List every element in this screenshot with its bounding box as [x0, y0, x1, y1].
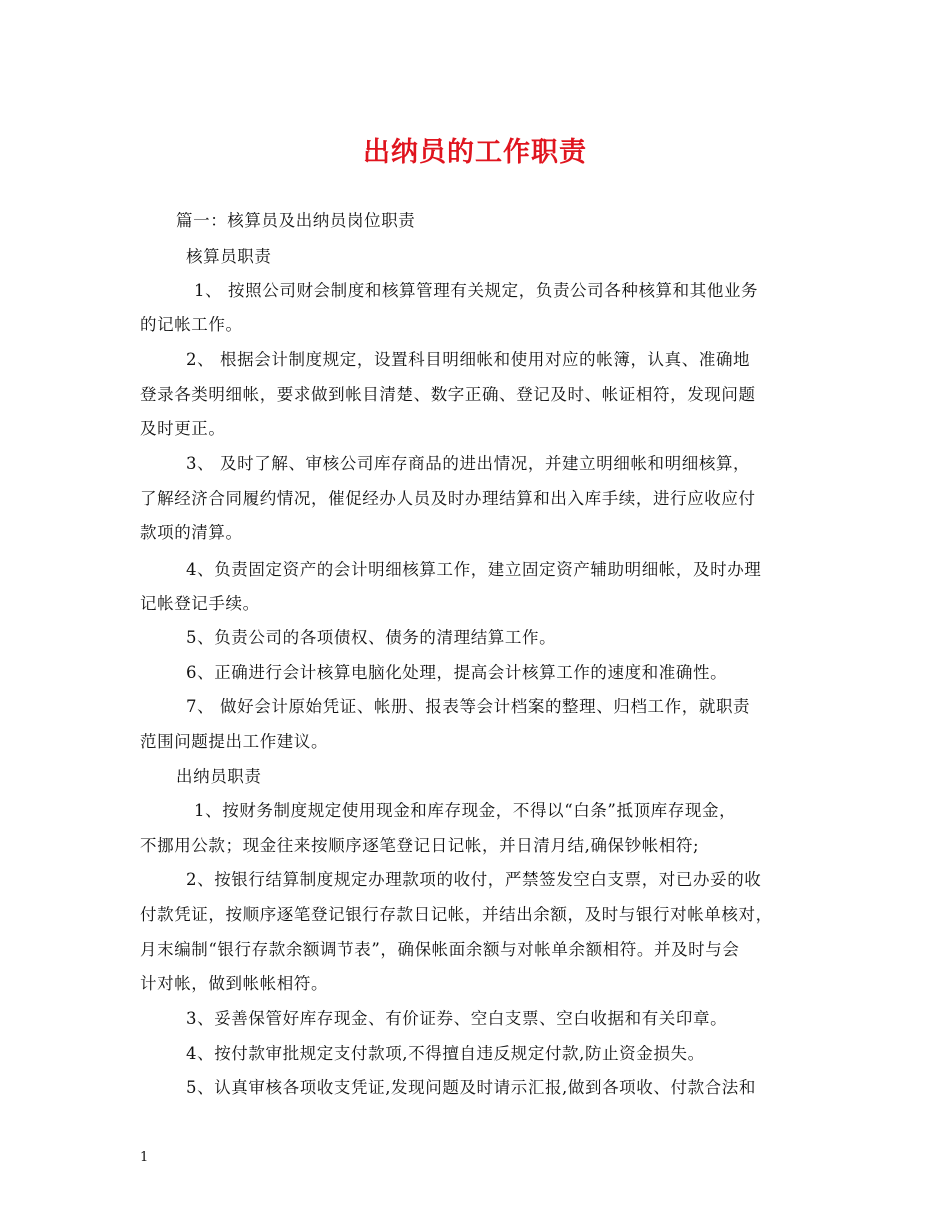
paragraph-line: 的记帐工作。 [140, 315, 243, 334]
subsection-heading-cashier: 出纳员职责 [176, 767, 262, 786]
paragraph-line: 5、认真审核各项收支凭证,发现问题及时请示汇报,做到各项收、付款合法和 [186, 1078, 756, 1097]
paragraph-line: 不挪用公款；现金往来按顺序逐笔登记日记帐，并日清月结,确保钞帐相符; [140, 836, 700, 855]
paragraph-line: 范围问题提出工作建议。 [140, 732, 329, 751]
paragraph-line: 2、 根据会计制度规定，设置科目明细帐和使用对应的帐簿，认真、准确地 [186, 350, 751, 369]
paragraph-line: 1、 按照公司财会制度和核算管理有关规定，负责公司各种核算和其他业务 [194, 281, 759, 300]
paragraph-line: 了解经济合同履约情况，催促经办人员及时办理结算和出入库手续，进行应收应付 [140, 489, 756, 508]
paragraph-line: 2、按银行结算制度规定办理款项的收付，严禁签发空白支票，对已办妥的收 [186, 870, 762, 889]
paragraph-line: 付款凭证，按顺序逐笔登记银行存款日记帐，并结出余额，及时与银行对帐单核对， [140, 905, 773, 924]
paragraph-line: 及时更正。 [140, 419, 226, 438]
paragraph-line: 登录各类明细帐，要求做到帐目清楚、数字正确、登记及时、帐证相符，发现问题 [140, 385, 756, 404]
paragraph-line: 6、正确进行会计核算电脑化处理，提高会计核算工作的速度和准确性。 [186, 663, 728, 682]
section-heading-1: 篇一：核算员及出纳员岗位职责 [176, 211, 416, 230]
page-number: 1 [140, 1150, 149, 1165]
subsection-heading-accountant: 核算员职责 [186, 247, 272, 266]
paragraph-line: 月末编制“银行存款余额调节表”，确保帐面余额与对帐单余额相符。并及时与会 [140, 940, 740, 959]
paragraph-line: 款项的清算。 [140, 523, 243, 542]
paragraph-line: 1、按财务制度规定使用现金和库存现金，不得以“白条”抵顶库存现金， [194, 801, 737, 820]
paragraph-line: 4、负责固定资产的会计明细核算工作，建立固定资产辅助明细帐，及时办理 [186, 560, 762, 579]
paragraph-line: 4、按付款审批规定支付款项,不得擅自违反规定付款,防止资金损失。 [186, 1044, 705, 1063]
paragraph-line: 7、 做好会计原始凭证、帐册、报表等会计档案的整理、归档工作，就职责 [186, 697, 751, 716]
paragraph-line: 5、负责公司的各项债权、债务的清理结算工作。 [186, 628, 557, 647]
paragraph-line: 3、妥善保管好库存现金、有价证券、空白支票、空白收据和有关印章。 [186, 1009, 728, 1028]
paragraph-line: 计对帐，做到帐帐相符。 [140, 974, 329, 993]
page-title: 出纳员的工作职责 [363, 137, 587, 168]
paragraph-line: 3、 及时了解、审核公司库存商品的进出情况，并建立明细帐和明细核算， [186, 454, 751, 473]
paragraph-line: 记帐登记手续。 [140, 594, 260, 613]
